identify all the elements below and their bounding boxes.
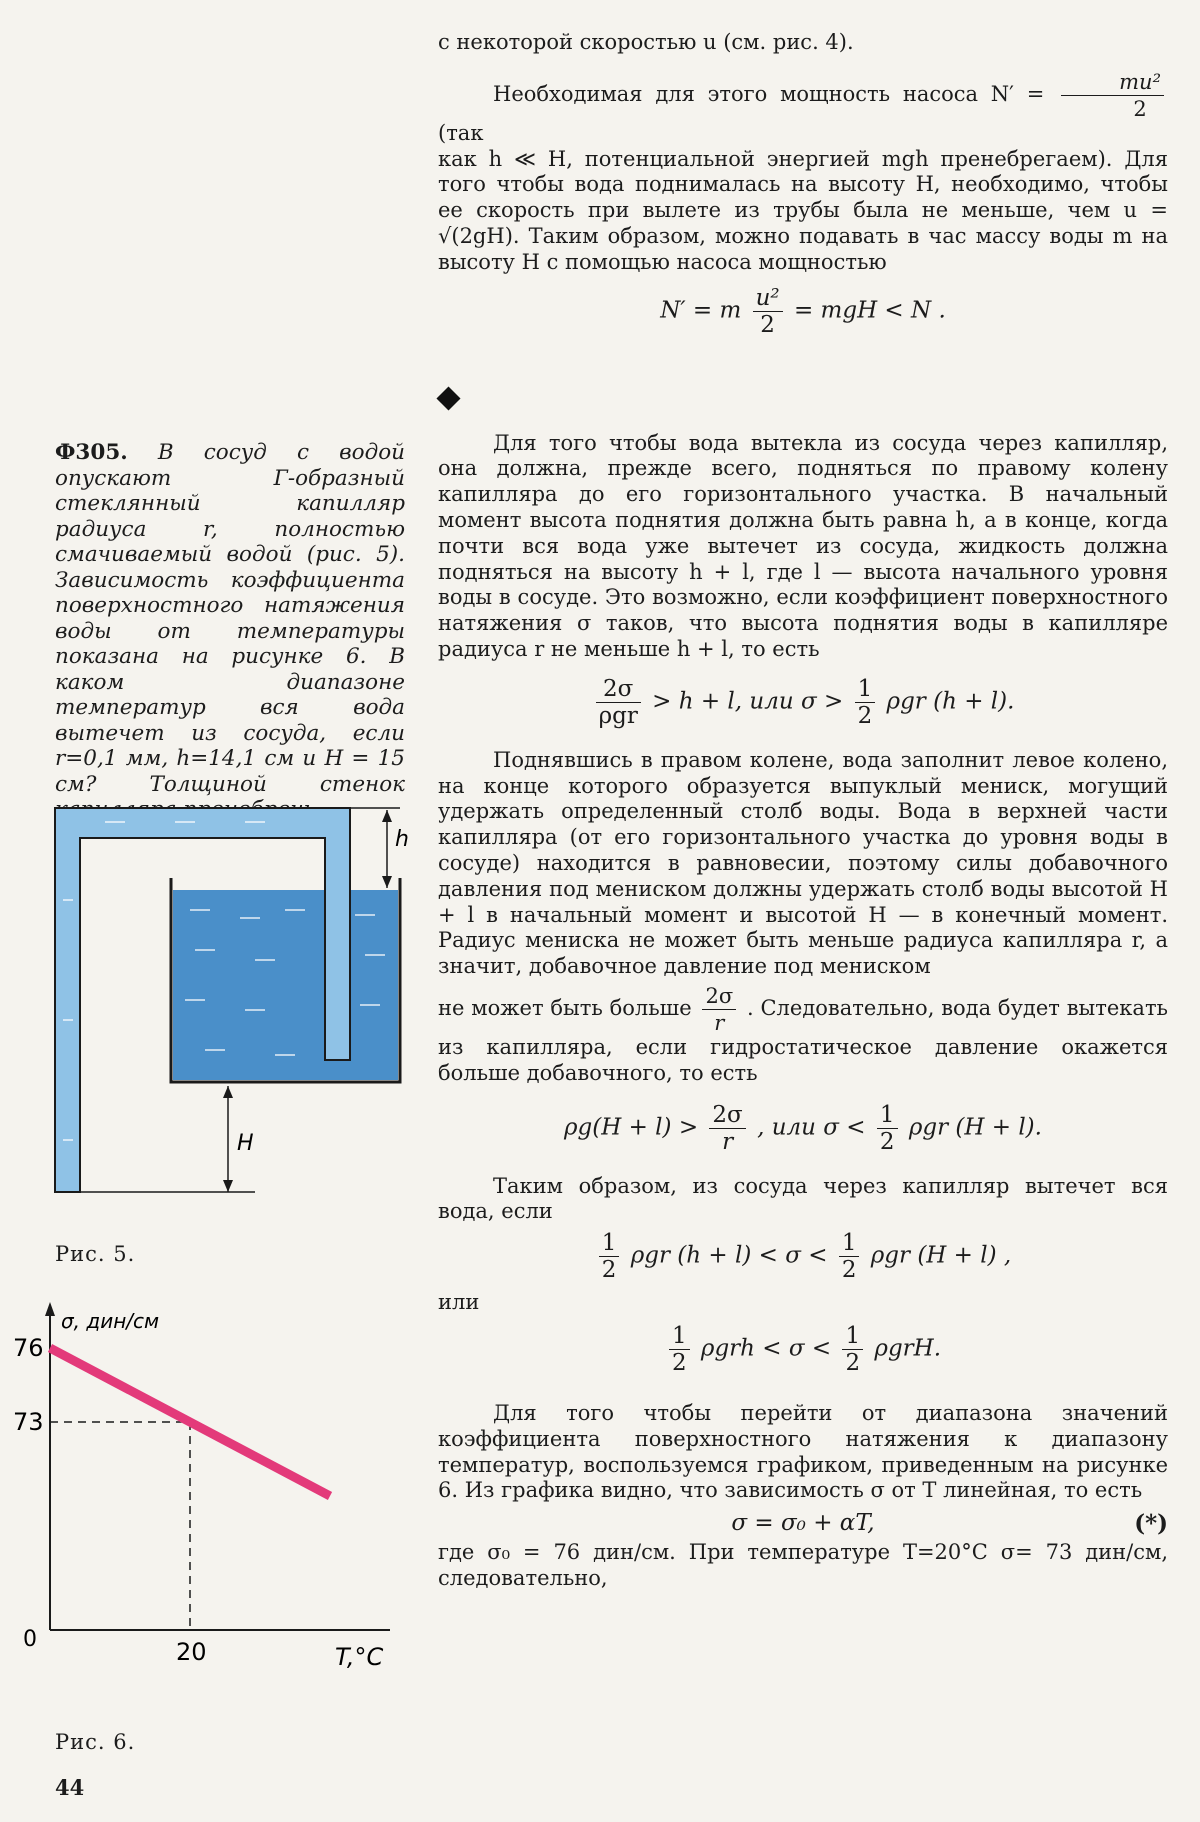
numerator: mu² — [1061, 70, 1164, 96]
formula-part: = mgH < N . — [793, 297, 946, 324]
denominator: 2 — [1133, 96, 1147, 121]
formula-power — [438, 286, 1168, 337]
problem-statement — [55, 440, 405, 823]
paragraph: Для того чтобы вода вытекла из сосуда через капилляр, она должна, прежде всего, подняться по правому колену капилляра до его горизонтального участка. В начальный момент высота поднятия должна быть равна h, а в конце, когда почти вся вода уже вытечет из сосуда, жидкость должна подняться на высоту h + l, где l — высота начального уровня воды в сосуде. Это возможно, если коэффициент поверхностного натяжения σ таков, что высота поднятия воды в капилляре радиуса r не меньше h + l, то есть — [438, 430, 1168, 661]
denominator: 2 — [845, 1349, 861, 1376]
y-axis-label: σ, дин/см — [61, 1309, 160, 1333]
numerator: 2σ — [596, 677, 641, 703]
formula-range-1 — [438, 1231, 1168, 1282]
denominator: 2 — [601, 1257, 617, 1284]
formula-part: ρgr (h + l). — [886, 688, 1015, 715]
denominator: ρgr — [598, 702, 638, 729]
problem-column — [55, 440, 405, 823]
text: (так — [438, 120, 484, 145]
formula-linear — [438, 1510, 1168, 1536]
y-tick-label: 73 — [13, 1408, 44, 1436]
figure-6-chart — [5, 1300, 400, 1680]
fraction — [839, 1231, 860, 1282]
text: Необходимая для этого мощность насоса N′ = — [493, 81, 1045, 106]
denominator: r — [722, 1128, 734, 1155]
numerator: 1 — [669, 1324, 690, 1350]
paragraph — [438, 70, 1168, 147]
formula-part: > h + l, или σ > — [652, 688, 844, 715]
H-arrow-up — [223, 1086, 233, 1098]
fraction — [669, 1324, 690, 1375]
numerator: 1 — [839, 1231, 860, 1257]
H-arrow-down — [223, 1180, 233, 1192]
page-number: 44 — [55, 1775, 85, 1800]
formula-part: , или σ < — [757, 1114, 866, 1141]
x-axis-label: T,°C — [335, 1643, 384, 1671]
numerator: u² — [753, 286, 783, 312]
fraction — [855, 677, 876, 728]
fraction — [596, 677, 641, 728]
equation-marker: (*) — [1134, 1510, 1168, 1538]
formula-part: N′ = m — [660, 297, 742, 324]
formula-range-2 — [438, 1324, 1168, 1375]
h-arrow-down — [382, 876, 392, 888]
formula-part: ρgrH. — [874, 1335, 942, 1362]
fraction — [753, 286, 783, 337]
numerator: 1 — [855, 677, 876, 703]
formula-part: ρgr (h + l) < σ < — [630, 1242, 828, 1269]
fraction — [1061, 70, 1164, 121]
y-axis-arrow — [45, 1302, 55, 1316]
fraction — [702, 984, 736, 1035]
formula-part: σ = σ₀ + αT, — [731, 1510, 875, 1537]
fraction — [877, 1103, 898, 1154]
vessel-water — [173, 890, 398, 1080]
numerator: 2σ — [709, 1103, 745, 1129]
numerator: 1 — [599, 1231, 620, 1257]
problem-text: В сосуд с водой опускают Г-образный стеклянный капилляр радиуса r, полностью смачиваемый водой (рис. 5). Зависимость коэффициента поверхностного натяжения воды от температуры показана на рисунке 6. В каком диапазоне температур вся вода вытечет из сосуда, если r=0,1 мм, h=14,1 см и H = 15 см? Толщиной стенок — [55, 440, 406, 797]
denominator: 2 — [879, 1128, 895, 1155]
x-tick-label: 20 — [176, 1638, 207, 1666]
formula-pressure — [438, 1103, 1168, 1154]
label-h: h — [395, 827, 409, 852]
paragraph — [438, 984, 1168, 1087]
paragraph: Таким образом, из сосуда через капилляр вытечет вся вода, если — [438, 1173, 1168, 1224]
denominator: 2 — [841, 1257, 857, 1284]
text-line: с некоторой скоростью u (см. рис. 4). — [438, 30, 854, 54]
denominator: 2 — [857, 702, 873, 729]
paragraph: где σ₀ = 76 дин/см. При температуре T=20°C σ= 73 дин/см, следовательно, — [438, 1540, 1168, 1590]
numerator: 2σ — [702, 984, 736, 1010]
paragraph: Для того чтобы перейти от диапазона значений коэффициента поверхностного натяжения к диапазону температур, воспользуемся графиком, приведенным на рисунке 6. Из графика видно, что зависимость σ от T линейная, то есть — [438, 1400, 1168, 1503]
formula-part: ρgr (H + l). — [908, 1114, 1042, 1141]
text: . Следовательно, вода будет вытекать из капилляра, если гидростатическое давление окажется больше добавочного, то есть — [438, 995, 1168, 1085]
formula-part: ρgrh < σ < — [700, 1335, 832, 1362]
numerator: 1 — [842, 1324, 863, 1350]
formula-part: ρg(H + l) > — [564, 1114, 699, 1141]
figure-5-caption: Рис. 5. — [55, 1242, 136, 1266]
figure-5-capillary-diagram — [45, 800, 415, 1210]
fraction — [709, 1103, 745, 1154]
text-line: или — [438, 1290, 480, 1315]
y-tick-label: 76 — [13, 1334, 44, 1362]
problem-number: Ф305. — [55, 440, 128, 465]
text: не может быть больше — [438, 995, 692, 1020]
numerator: 1 — [877, 1103, 898, 1129]
denominator: 2 — [760, 311, 775, 338]
fraction — [599, 1231, 620, 1282]
fraction — [842, 1324, 863, 1375]
main-column — [438, 30, 1168, 1592]
label-H: H — [237, 1131, 254, 1156]
denominator: 2 — [671, 1349, 687, 1376]
paragraph: Поднявшись в правом колене, вода заполнит левое колено, на конце которого образуется выпуклый мениск, могущий удержать определенный столб воды. Вода в верхней части капилляра (от его горизонтального участка до уровня воды в сосуде) находится в равновесии, поэтому силы добавочного давления под мениском должны удержать столб воды высотой H + l в начальный момент и высотой H — в конечный момент. Радиус мениска не может быть меньше радиуса капилляра r, а значит, добавочное давление под мениском — [438, 747, 1168, 979]
origin-tick-label: 0 — [23, 1627, 37, 1652]
paragraph: как h ≪ H, потенциальной энергией mgh пренебрегаем). Для того чтобы вода поднималась на высоту H, необходимо, чтобы ее скорость при вылете из трубы была не меньше, чем u = √(2gH). Таким образом, можно подавать в час массу воды m на высоту H с помощью насоса мощностью — [438, 146, 1168, 274]
formula-rise — [438, 677, 1168, 728]
h-arrow-up — [382, 810, 392, 822]
formula-part: ρgr (H + l) , — [870, 1242, 1012, 1269]
figure-6-caption: Рис. 6. — [55, 1730, 136, 1754]
denominator: r — [714, 1010, 725, 1035]
